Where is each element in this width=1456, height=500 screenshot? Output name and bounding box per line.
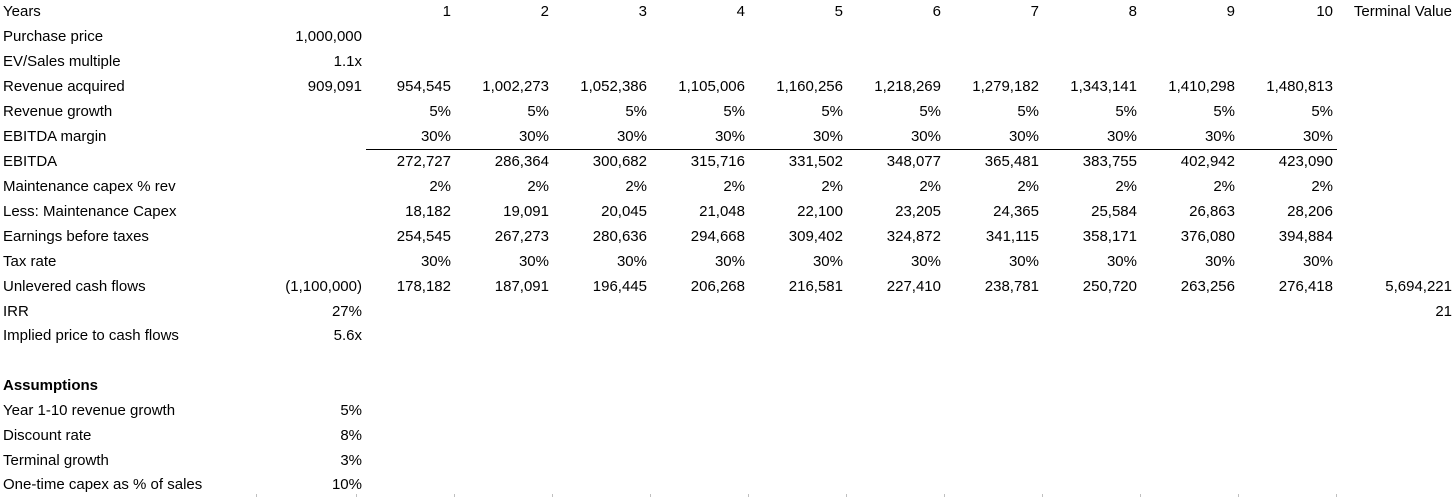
year-cell[interactable] (553, 50, 651, 75)
terminal-cell[interactable] (1337, 124, 1456, 149)
year-cell[interactable]: 5% (1017, 102, 1039, 120)
year-cell[interactable] (553, 324, 651, 349)
row-label[interactable]: Less: Maintenance Capex (3, 203, 177, 221)
year-cell[interactable]: 30% (1302, 252, 1333, 270)
year-cell[interactable]: 21,048 (699, 203, 745, 221)
table-row (0, 175, 1456, 200)
year-cell[interactable] (1239, 25, 1337, 50)
row-label[interactable]: Purchase price (3, 28, 104, 46)
terminal-cell[interactable] (1337, 175, 1456, 200)
gridline-tick (1042, 494, 1043, 497)
year-cell[interactable] (651, 324, 749, 349)
gridline-tick (1238, 494, 1239, 497)
row-label[interactable]: EBITDA margin (3, 127, 107, 145)
year-cell[interactable] (651, 50, 749, 75)
table-row (0, 75, 1456, 100)
assumptions-title[interactable]: Assumptions (3, 377, 99, 395)
year-cell[interactable]: 30% (812, 127, 843, 145)
year-cell[interactable] (847, 324, 945, 349)
year-cell[interactable]: 267,273 (494, 228, 549, 246)
empty-cell[interactable] (1043, 349, 1141, 374)
year-cell[interactable]: 216,581 (788, 277, 843, 295)
table-row (0, 99, 1456, 124)
year-cell[interactable]: 402,942 (1141, 150, 1239, 175)
year-cell[interactable] (945, 50, 1043, 75)
year-cell[interactable] (1239, 50, 1337, 75)
initial-cell[interactable] (271, 200, 366, 225)
year-cell[interactable]: 5% (527, 102, 549, 120)
empty-cell[interactable] (1141, 349, 1239, 374)
empty-cell[interactable] (455, 349, 553, 374)
assumption-label[interactable]: Terminal growth (3, 451, 109, 469)
year-cell[interactable]: 331,502 (749, 150, 847, 175)
initial-cell[interactable]: 27% (331, 302, 362, 320)
year-cell[interactable]: 1,002,273 (482, 77, 549, 95)
year-cell[interactable]: 423,090 (1239, 150, 1337, 175)
gridline-tick (944, 494, 945, 497)
year-cell[interactable] (847, 50, 945, 75)
year-cell[interactable]: 5% (1311, 102, 1333, 120)
year-cell[interactable]: 196,445 (592, 277, 647, 295)
year-cell[interactable]: 2% (723, 178, 745, 196)
year-cell[interactable] (847, 299, 945, 324)
empty-cell[interactable] (0, 349, 271, 374)
year-cell[interactable] (651, 299, 749, 324)
year-header[interactable]: 1 (442, 3, 451, 21)
year-cell[interactable]: 294,668 (690, 228, 745, 246)
year-cell[interactable]: 2% (919, 178, 941, 196)
table-row (0, 225, 1456, 250)
year-header[interactable]: 10 (1316, 3, 1333, 21)
year-cell[interactable]: 23,205 (895, 203, 941, 221)
year-cell[interactable]: 187,091 (494, 277, 549, 295)
year-header[interactable]: 5 (834, 3, 843, 21)
year-header[interactable]: 8 (1128, 3, 1137, 21)
year-cell[interactable] (455, 25, 553, 50)
year-cell[interactable] (1043, 25, 1141, 50)
year-cell[interactable]: 1,343,141 (1070, 77, 1137, 95)
year-cell[interactable]: 5% (1213, 102, 1235, 120)
terminal-cell[interactable] (1337, 200, 1456, 225)
year-cell[interactable] (455, 50, 553, 75)
assumption-label[interactable]: One-time capex as % of sales (3, 476, 203, 494)
assumption-row (0, 423, 1456, 448)
year-header[interactable]: 3 (638, 3, 647, 21)
year-cell[interactable]: 227,410 (886, 277, 941, 295)
year-cell[interactable]: 238,781 (984, 277, 1039, 295)
spacer-row (0, 349, 1456, 374)
initial-cell[interactable] (271, 175, 366, 200)
year-cell[interactable]: 20,045 (601, 203, 647, 221)
year-cell[interactable] (1239, 324, 1337, 349)
gridline-tick (552, 494, 553, 497)
table-row (0, 274, 1456, 299)
year-cell[interactable] (749, 25, 847, 50)
year-cell[interactable]: 341,115 (985, 228, 1039, 246)
year-cell[interactable]: 30% (1008, 252, 1039, 270)
terminal-cell[interactable] (1337, 50, 1456, 75)
year-cell[interactable]: 30% (812, 252, 843, 270)
gridline-tick (846, 494, 847, 497)
year-cell[interactable] (945, 25, 1043, 50)
year-cell[interactable]: 2% (527, 178, 549, 196)
row-label[interactable]: Earnings before taxes (3, 228, 149, 246)
year-cell[interactable] (553, 299, 651, 324)
empty-cell[interactable] (651, 349, 749, 374)
year-cell[interactable] (651, 25, 749, 50)
empty-cell[interactable] (945, 349, 1043, 374)
year-cell[interactable]: 30% (1106, 252, 1137, 270)
year-cell[interactable]: 263,256 (1180, 277, 1235, 295)
terminal-cell[interactable] (1337, 99, 1456, 124)
row-label[interactable]: Revenue growth (3, 102, 113, 120)
year-cell[interactable]: 5% (625, 102, 647, 120)
year-cell[interactable]: 1,480,813 (1266, 77, 1333, 95)
year-cell[interactable]: 309,402 (788, 228, 843, 246)
year-cell[interactable] (366, 25, 455, 50)
year-cell[interactable]: 280,636 (592, 228, 647, 246)
empty-cell[interactable] (847, 349, 945, 374)
year-header[interactable]: 9 (1226, 3, 1235, 21)
initial-cell[interactable]: 1,000,000 (295, 28, 362, 46)
years-header[interactable]: Years (3, 3, 41, 21)
year-cell[interactable] (1043, 299, 1141, 324)
assumption-row (0, 448, 1456, 473)
table-row (0, 299, 1456, 324)
year-cell[interactable]: 30% (518, 127, 549, 145)
year-cell[interactable]: 28,206 (1287, 203, 1333, 221)
empty-cell[interactable] (1337, 349, 1456, 374)
row-label[interactable]: IRR (3, 302, 29, 320)
year-cell[interactable]: 254,545 (396, 228, 451, 246)
year-cell[interactable]: 358,171 (1082, 228, 1137, 246)
row-label[interactable]: EV/Sales multiple (3, 53, 121, 71)
year-cell[interactable]: 276,418 (1278, 277, 1333, 295)
year-cell[interactable] (1239, 299, 1337, 324)
year-cell[interactable]: 30% (1204, 252, 1235, 270)
year-cell[interactable]: 30% (420, 127, 451, 145)
table-row (0, 200, 1456, 225)
initial-cell[interactable] (271, 225, 366, 250)
assumptions-title-row (0, 374, 1456, 399)
year-cell[interactable] (749, 50, 847, 75)
year-cell[interactable] (553, 25, 651, 50)
year-cell[interactable]: 19,091 (503, 203, 549, 221)
assumption-label[interactable]: Year 1-10 revenue growth (3, 401, 176, 419)
year-cell[interactable]: 30% (1302, 127, 1333, 145)
year-cell[interactable]: 1,105,006 (678, 77, 745, 95)
row-label[interactable]: Tax rate (3, 252, 57, 270)
year-cell[interactable]: 315,716 (651, 150, 749, 175)
year-cell[interactable] (366, 50, 455, 75)
year-cell[interactable] (366, 324, 455, 349)
gridline-tick (748, 494, 749, 497)
empty-cell[interactable] (553, 349, 651, 374)
year-header[interactable]: 4 (736, 3, 745, 21)
year-cell[interactable]: 394,884 (1278, 228, 1333, 246)
year-cell[interactable]: 1,410,298 (1168, 77, 1235, 95)
row-label[interactable]: EBITDA (3, 153, 58, 171)
gridline-tick (256, 494, 257, 497)
year-cell[interactable]: 286,364 (455, 150, 553, 175)
empty-cell[interactable] (1239, 349, 1337, 374)
year-cell[interactable]: 30% (1204, 127, 1235, 145)
table-row (0, 249, 1456, 274)
year-cell[interactable]: 25,584 (1091, 203, 1137, 221)
year-cell[interactable]: 376,080 (1180, 228, 1235, 246)
terminal-cell[interactable]: 21 (1435, 302, 1452, 320)
year-cell[interactable]: 1,052,386 (580, 77, 647, 95)
year-cell[interactable]: 30% (1106, 127, 1137, 145)
year-cell[interactable] (1141, 50, 1239, 75)
year-cell[interactable]: 30% (616, 127, 647, 145)
year-cell[interactable] (945, 299, 1043, 324)
year-cell[interactable]: 5% (429, 102, 451, 120)
year-cell[interactable]: 272,727 (366, 150, 455, 175)
row-label[interactable]: Implied price to cash flows (3, 327, 179, 345)
empty-cell[interactable] (366, 349, 455, 374)
year-cell[interactable]: 1,160,256 (776, 77, 843, 95)
terminal-cell[interactable] (1337, 225, 1456, 250)
empty-cell[interactable] (271, 349, 366, 374)
year-cell[interactable] (455, 324, 553, 349)
year-cell[interactable]: 30% (714, 252, 745, 270)
year-header[interactable]: 6 (932, 3, 941, 21)
year-cell[interactable]: 30% (910, 127, 941, 145)
terminal-cell[interactable] (1337, 324, 1456, 349)
gridline-tick (650, 494, 651, 497)
year-cell[interactable]: 2% (1311, 178, 1333, 196)
year-cell[interactable]: 5% (919, 102, 941, 120)
terminal-cell[interactable] (1337, 75, 1456, 100)
initial-cell[interactable]: 909,091 (307, 77, 362, 95)
year-cell[interactable]: 30% (518, 252, 549, 270)
initial-cell[interactable] (271, 124, 366, 149)
year-cell[interactable] (749, 299, 847, 324)
initial-header[interactable] (271, 0, 366, 25)
terminal-cell[interactable] (1337, 249, 1456, 274)
year-cell[interactable] (1043, 50, 1141, 75)
year-cell[interactable]: 30% (910, 252, 941, 270)
year-cell[interactable] (366, 299, 455, 324)
year-header[interactable]: 7 (1030, 3, 1039, 21)
year-cell[interactable] (1141, 324, 1239, 349)
year-cell[interactable] (1043, 324, 1141, 349)
terminal-cell[interactable] (1337, 25, 1456, 50)
year-cell[interactable] (1141, 299, 1239, 324)
terminal-value-header[interactable]: Terminal Value (1353, 3, 1452, 21)
terminal-cell[interactable]: 5,694,221 (1385, 277, 1452, 295)
year-cell[interactable]: 18,182 (405, 203, 451, 221)
initial-cell[interactable] (271, 249, 366, 274)
year-cell[interactable]: 300,682 (553, 150, 651, 175)
header-row (0, 0, 1456, 25)
table-row (0, 324, 1456, 349)
row-label[interactable]: Revenue acquired (3, 77, 125, 95)
year-cell[interactable]: 2% (1213, 178, 1235, 196)
gridline-tick (356, 494, 357, 497)
gridline-tick (1336, 494, 1337, 497)
table-row (0, 150, 1456, 175)
initial-cell[interactable]: 5.6x (333, 327, 362, 345)
table-row (0, 124, 1456, 149)
terminal-cell[interactable] (1337, 150, 1456, 175)
year-cell[interactable]: 2% (429, 178, 451, 196)
year-cell[interactable]: 2% (1017, 178, 1039, 196)
year-cell[interactable]: 1,279,182 (972, 77, 1039, 95)
year-cell[interactable] (945, 324, 1043, 349)
year-header[interactable]: 2 (540, 3, 549, 21)
year-cell[interactable]: 30% (616, 252, 647, 270)
assumption-row (0, 399, 1456, 424)
year-cell[interactable]: 324,872 (886, 228, 941, 246)
year-cell[interactable]: 250,720 (1082, 277, 1137, 295)
year-cell[interactable]: 2% (1115, 178, 1137, 196)
year-cell[interactable]: 30% (714, 127, 745, 145)
row-label[interactable]: Unlevered cash flows (3, 277, 146, 295)
year-cell[interactable] (847, 25, 945, 50)
table-row (0, 50, 1456, 75)
initial-cell[interactable] (271, 99, 366, 124)
assumption-value[interactable]: 10% (331, 476, 362, 494)
initial-cell[interactable] (271, 150, 366, 175)
year-cell[interactable]: 348,077 (847, 150, 945, 175)
year-cell[interactable]: 954,545 (396, 77, 451, 95)
year-cell[interactable]: 26,863 (1189, 203, 1235, 221)
year-cell[interactable]: 1,218,269 (874, 77, 941, 95)
gridline-ticks (0, 494, 1456, 500)
year-cell[interactable]: 30% (420, 252, 451, 270)
year-cell[interactable]: 30% (1008, 127, 1039, 145)
assumption-value[interactable]: 8% (340, 426, 362, 444)
gridline-tick (1140, 494, 1141, 497)
year-cell[interactable] (749, 324, 847, 349)
year-cell[interactable]: 5% (723, 102, 745, 120)
assumption-label[interactable]: Discount rate (3, 426, 92, 444)
year-cell[interactable]: 2% (625, 178, 647, 196)
year-cell[interactable]: 2% (821, 178, 843, 196)
empty-cell[interactable] (749, 349, 847, 374)
initial-cell[interactable]: 1.1x (333, 53, 362, 71)
year-cell[interactable] (455, 299, 553, 324)
table-row (0, 25, 1456, 50)
gridline-tick (454, 494, 455, 497)
year-cell[interactable] (1141, 25, 1239, 50)
year-cell[interactable]: 5% (821, 102, 843, 120)
year-cell[interactable]: 24,365 (993, 203, 1039, 221)
row-label[interactable]: Maintenance capex % rev (3, 178, 176, 196)
year-cell[interactable]: 383,755 (1043, 150, 1141, 175)
year-cell[interactable]: 178,182 (396, 277, 451, 295)
initial-cell[interactable]: (1,100,000) (285, 277, 362, 295)
year-cell[interactable]: 22,100 (797, 203, 843, 221)
assumption-value[interactable]: 3% (340, 451, 362, 469)
assumption-value[interactable]: 5% (340, 401, 362, 419)
year-cell[interactable]: 5% (1115, 102, 1137, 120)
year-cell[interactable]: 206,268 (690, 277, 745, 295)
year-cell[interactable]: 365,481 (945, 150, 1043, 175)
